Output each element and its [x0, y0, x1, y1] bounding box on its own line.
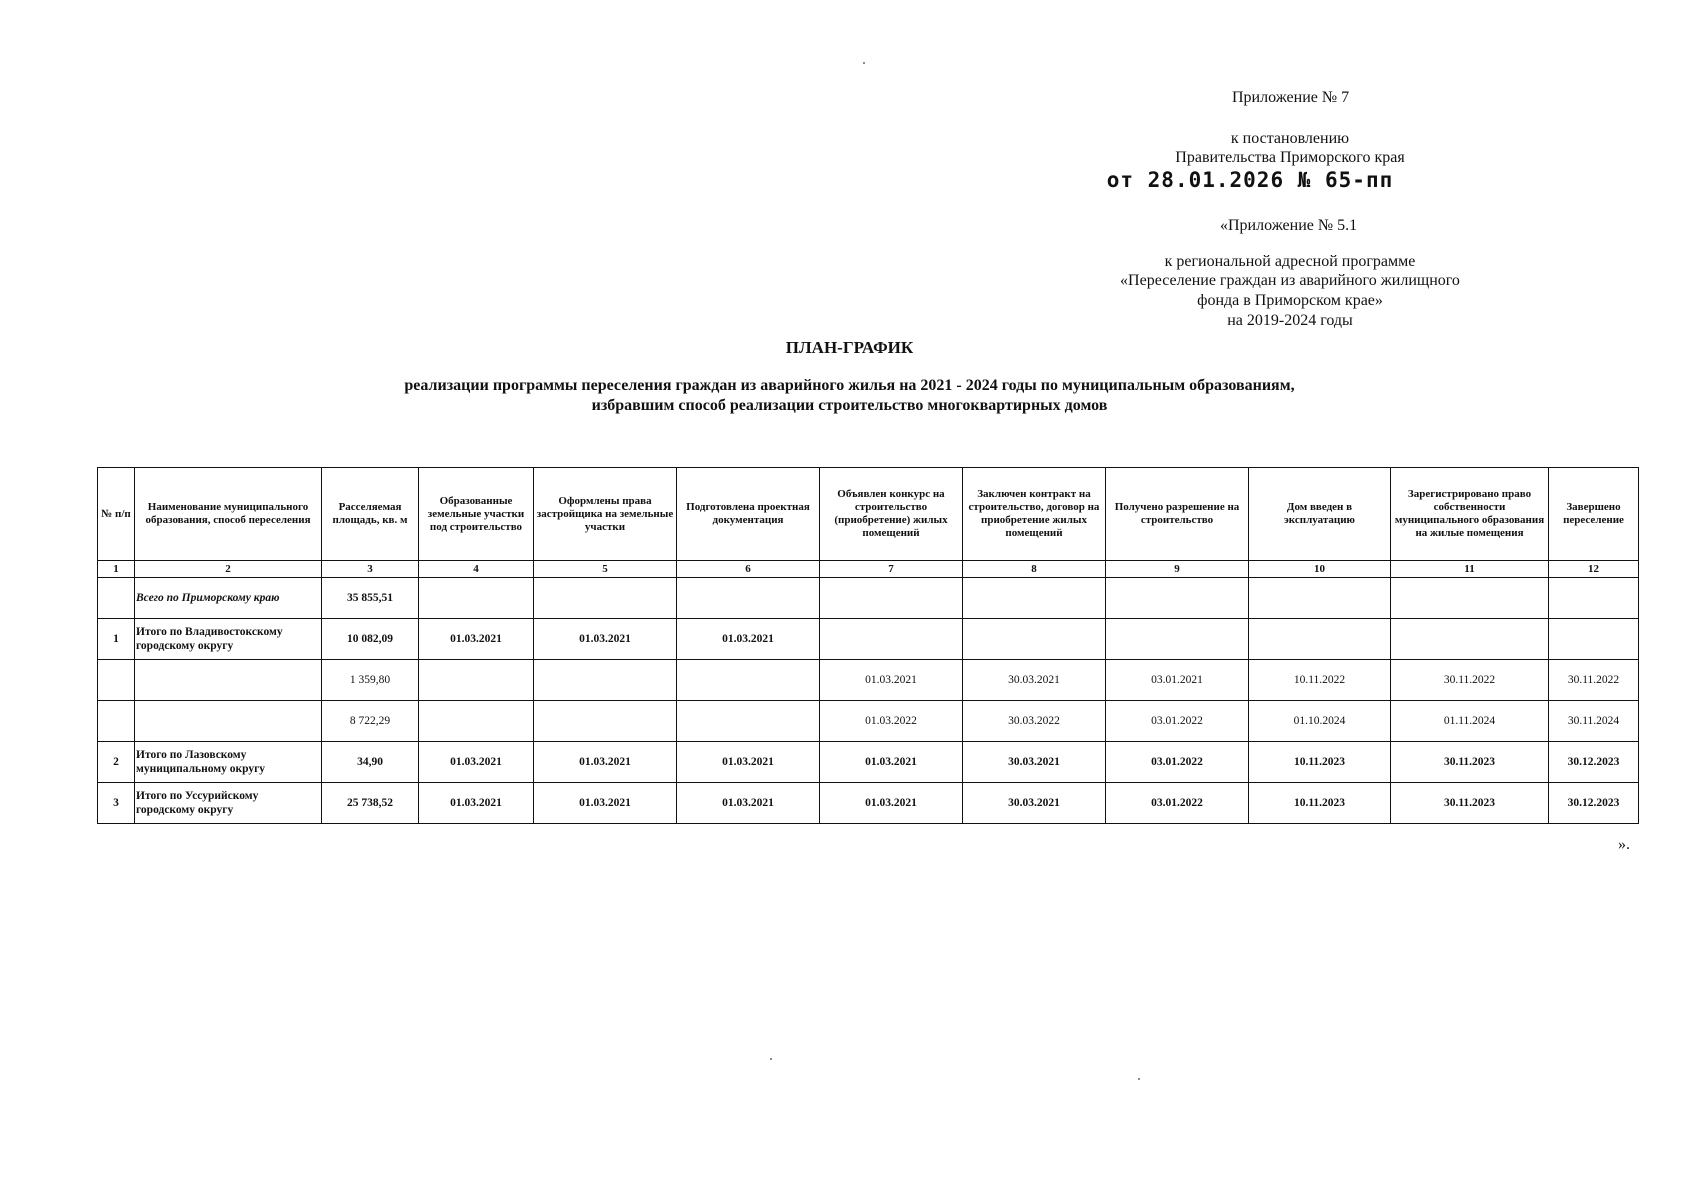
date-cell	[1549, 619, 1639, 660]
date-cell	[1391, 619, 1549, 660]
column-number: 8	[963, 561, 1106, 578]
date-cell: 03.01.2022	[1106, 742, 1249, 783]
row-number: 1	[98, 619, 135, 660]
date-cell	[677, 578, 820, 619]
row-number: 2	[98, 742, 135, 783]
column-number: 4	[419, 561, 534, 578]
row-number	[98, 578, 135, 619]
date-cell: 01.03.2021	[534, 742, 677, 783]
scan-speck	[1138, 1078, 1140, 1080]
program-line-4: на 2019-2024 годы	[1227, 312, 1353, 329]
date-cell: 01.03.2021	[534, 619, 677, 660]
schedule-table	[97, 467, 1639, 824]
plan-subtitle-line-1: реализации программы переселения граждан из аварийного жилья на 2021 - 2024 годы по муниципальным образованиям,	[404, 377, 1295, 394]
row-number	[98, 701, 135, 742]
row-number	[98, 660, 135, 701]
area-cell: 34,90	[322, 742, 419, 783]
column-number: 5	[534, 561, 677, 578]
column-number-row	[98, 561, 1639, 578]
municipality-name: Всего по Приморскому краю	[135, 578, 322, 619]
date-cell: 30.11.2022	[1549, 660, 1639, 701]
header-cell: Заключен контракт на строительство, договор на приобретение жилых помещений	[963, 468, 1106, 561]
column-number: 6	[677, 561, 820, 578]
date-cell	[534, 660, 677, 701]
column-number: 11	[1391, 561, 1549, 578]
plan-title: ПЛАН-ГРАФИК	[785, 338, 914, 357]
program-line-3: фонда в Приморском крае»	[1197, 292, 1383, 309]
header-cell: Наименование муниципального образования, способ переселения	[135, 468, 322, 561]
program-line-2: «Переселение граждан из аварийного жилищного	[1120, 272, 1460, 289]
municipality-name: Итого по Владивостокскому городскому округу	[135, 619, 322, 660]
date-cell: 01.03.2021	[677, 783, 820, 824]
area-cell: 8 722,29	[322, 701, 419, 742]
header-cell: Объявлен конкурс на строительство (приобретение) жилых помещений	[820, 468, 963, 561]
header-cell: Получено разрешение на строительство	[1106, 468, 1249, 561]
date-cell: 01.11.2024	[1391, 701, 1549, 742]
column-number: 12	[1549, 561, 1639, 578]
date-cell: 03.01.2022	[1106, 783, 1249, 824]
date-cell: 01.03.2022	[820, 701, 963, 742]
date-cell: 30.11.2022	[1391, 660, 1549, 701]
program-line-1: к региональной адресной программе	[1164, 253, 1416, 270]
area-cell: 10 082,09	[322, 619, 419, 660]
date-cell: 30.03.2021	[963, 660, 1106, 701]
header-cell: № п/п	[98, 468, 135, 561]
date-cell: 10.11.2022	[1249, 660, 1391, 701]
date-cell	[1549, 578, 1639, 619]
quoted-appendix-label: «Приложение № 5.1	[1220, 217, 1358, 234]
date-cell: 01.10.2024	[1249, 701, 1391, 742]
date-cell	[1106, 578, 1249, 619]
date-cell	[677, 701, 820, 742]
header-row	[98, 468, 1639, 561]
table-row-vladivostok-stage-2	[98, 701, 1639, 742]
date-cell: 01.03.2021	[820, 660, 963, 701]
column-number: 9	[1106, 561, 1249, 578]
date-cell: 01.03.2021	[419, 619, 534, 660]
date-cell: 30.12.2023	[1549, 742, 1639, 783]
column-number: 2	[135, 561, 322, 578]
date-cell	[677, 660, 820, 701]
column-number: 10	[1249, 561, 1391, 578]
date-cell: 30.03.2021	[963, 783, 1106, 824]
date-cell: 10.11.2023	[1249, 783, 1391, 824]
date-cell: 03.01.2022	[1106, 701, 1249, 742]
scan-speck	[863, 62, 865, 64]
plan-subtitle	[0, 376, 1699, 416]
date-cell: 01.03.2021	[677, 619, 820, 660]
date-cell: 01.03.2021	[820, 742, 963, 783]
date-cell: 01.03.2021	[419, 783, 534, 824]
table-row-lazovsky	[98, 742, 1639, 783]
table-row-vladivostok	[98, 619, 1639, 660]
table-row-ussuriysk	[98, 783, 1639, 824]
date-cell	[820, 578, 963, 619]
date-cell	[419, 660, 534, 701]
area-cell: 35 855,51	[322, 578, 419, 619]
header-cell: Подготовлена проектная документация	[677, 468, 820, 561]
date-cell: 10.11.2023	[1249, 742, 1391, 783]
column-number: 1	[98, 561, 135, 578]
decree-number: от 28.01.2026 № 65-пп	[1106, 168, 1394, 192]
municipality-name: Итого по Лазовскому муниципальному округу	[135, 742, 322, 783]
header-cell: Зарегистрировано право собственности муниципального образования на жилые помещения	[1391, 468, 1549, 561]
date-cell: 30.11.2023	[1391, 742, 1549, 783]
municipality-name	[135, 660, 322, 701]
appendix-label: Приложение № 7	[1232, 89, 1350, 106]
row-number: 3	[98, 783, 135, 824]
table-row-vladivostok-stage-1	[98, 660, 1639, 701]
municipality-name	[135, 701, 322, 742]
area-cell: 1 359,80	[322, 660, 419, 701]
date-cell: 30.03.2022	[963, 701, 1106, 742]
area-cell: 25 738,52	[322, 783, 419, 824]
column-number: 7	[820, 561, 963, 578]
date-cell	[820, 619, 963, 660]
closing-quote-mark: ».	[1618, 836, 1630, 853]
date-cell	[1106, 619, 1249, 660]
date-cell: 30.11.2023	[1391, 783, 1549, 824]
date-cell: 01.03.2021	[677, 742, 820, 783]
date-cell	[534, 701, 677, 742]
date-cell: 03.01.2021	[1106, 660, 1249, 701]
column-number: 3	[322, 561, 419, 578]
date-cell	[963, 578, 1106, 619]
header-cell: Оформлены права застройщика на земельные участки	[534, 468, 677, 561]
plan-subtitle-line-2: избравшим способ реализации строительство многоквартирных домов	[591, 397, 1108, 414]
header-cell: Завершено переселение	[1549, 468, 1639, 561]
date-cell: 01.03.2021	[419, 742, 534, 783]
scan-speck	[770, 1058, 772, 1060]
header-cell: Образованные земельные участки под строительство	[419, 468, 534, 561]
date-cell	[534, 578, 677, 619]
date-cell	[1391, 578, 1549, 619]
date-cell	[963, 619, 1106, 660]
municipality-name: Итого по Уссурийскому городскому округу	[135, 783, 322, 824]
date-cell: 30.11.2024	[1549, 701, 1639, 742]
date-cell	[419, 701, 534, 742]
date-cell: 30.03.2021	[963, 742, 1106, 783]
government-label: Правительства Приморского края	[1175, 149, 1405, 166]
header-cell: Расселяемая площадь, кв. м	[322, 468, 419, 561]
resolution-label: к постановлению	[1230, 130, 1350, 147]
date-cell	[419, 578, 534, 619]
date-cell: 01.03.2021	[534, 783, 677, 824]
date-cell	[1249, 619, 1391, 660]
date-cell: 30.12.2023	[1549, 783, 1639, 824]
date-cell: 01.03.2021	[820, 783, 963, 824]
header-cell: Дом введен в эксплуатацию	[1249, 468, 1391, 561]
table-row-total-krai	[98, 578, 1639, 619]
date-cell	[1249, 578, 1391, 619]
